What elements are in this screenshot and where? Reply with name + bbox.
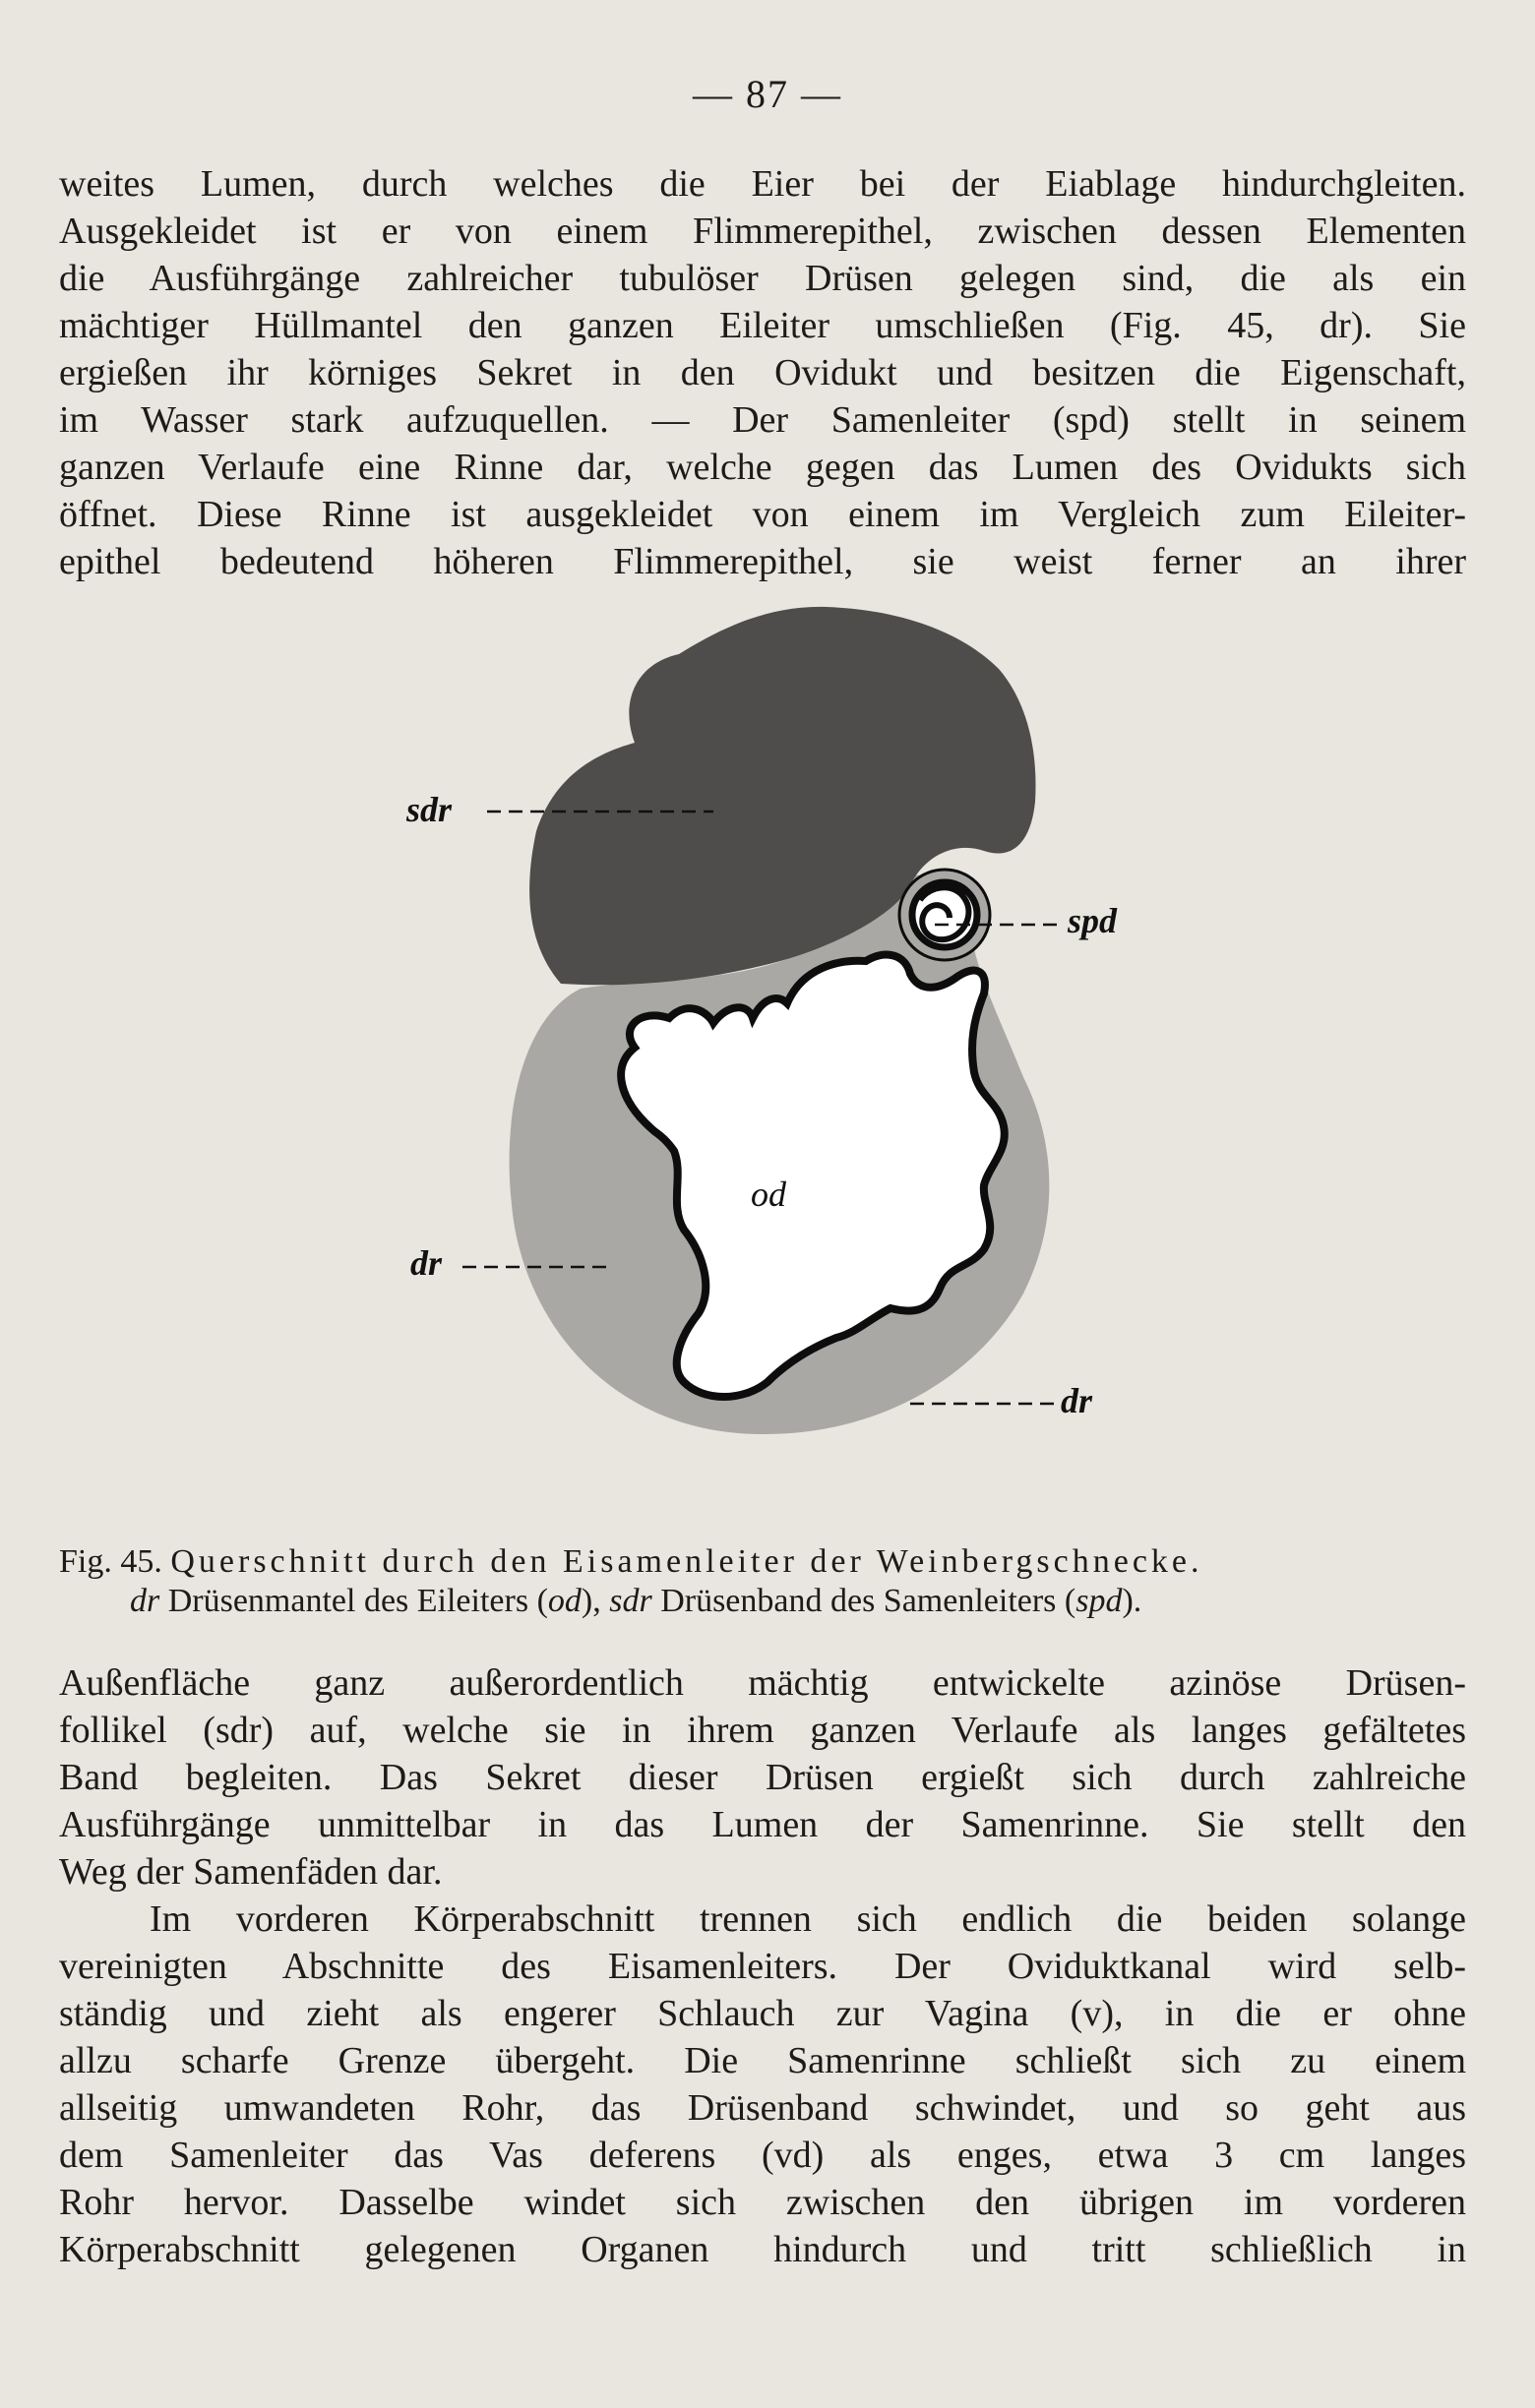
label-od: od — [751, 1174, 786, 1214]
text-line: Im vorderen Körperabschnitt trennen sich endlich die beiden solange — [150, 1898, 1466, 1940]
caption-abbr: spd — [1075, 1583, 1123, 1619]
caption-text: Drüsenmantel des Eileiters ( — [159, 1583, 548, 1619]
label-dr-left: dr — [410, 1243, 443, 1283]
text-line: mächtiger Hüllmantel den ganzen Eileiter umschließen (Fig. 45, dr). Sie — [59, 305, 1466, 346]
caption-text: Drüsenband des Samenleiters ( — [651, 1583, 1076, 1619]
text-line: Band begleiten. Das Sekret dieser Drüsen ergießt sich durch zahlreiche — [59, 1757, 1466, 1798]
caption-fig-id: Fig. 45. — [59, 1543, 162, 1580]
text-line: dem Samenleiter das Vas deferens (vd) als enges, etwa 3 cm langes — [59, 2135, 1466, 2176]
caption-text: ), — [581, 1583, 610, 1619]
caption-abbr: sdr — [609, 1583, 652, 1619]
text-line: ganzen Verlaufe eine Rinne dar, welche gegen das Lumen des Ovidukts sich — [59, 447, 1466, 488]
text-line: Weg der Samenfäden dar. — [59, 1851, 443, 1893]
top-paragraph — [59, 160, 1466, 585]
caption-abbr: dr — [130, 1583, 160, 1619]
text-line: Körperabschnitt gelegenen Organen hindurch und tritt schließlich in — [59, 2229, 1466, 2270]
text-line: allzu scharfe Grenze übergeht. Die Samenrinne schließt sich zu einem — [59, 2040, 1466, 2081]
caption-abbr: od — [547, 1583, 582, 1619]
text-line: Außenfläche ganz außerordentlich mächtig entwickelte azinöse Drüsen- — [59, 1662, 1466, 1704]
text-line: Rohr hervor. Dasselbe windet sich zwischen den übrigen im vorderen — [59, 2182, 1466, 2223]
text-line: follikel (sdr) auf, welche sie in ihrem ganzen Verlaufe als langes gefältetes — [59, 1710, 1466, 1751]
bottom-paragraph — [59, 1659, 1466, 2273]
caption-title: Querschnitt durch den Eisamenleiter der Weinbergschnecke. — [170, 1543, 1203, 1580]
text-line: epithel bedeutend höheren Flimmerepithel, sie weist ferner an ihrer — [59, 541, 1466, 582]
text-line: Ausführgänge unmittelbar in das Lumen der Samenrinne. Sie stellt den — [59, 1804, 1466, 1845]
text-line: allseitig umwandeten Rohr, das Drüsenband schwindet, und so geht aus — [59, 2087, 1466, 2129]
text-line: im Wasser stark aufzuquellen. — Der Samenleiter (spd) stellt in seinem — [59, 399, 1466, 441]
label-sdr: sdr — [406, 790, 453, 829]
page-number: — 87 — — [693, 72, 842, 116]
figure-45 — [374, 605, 1161, 1535]
text-line: vereinigten Abschnitte des Eisamenleiters. Der Oviduktkanal wird selb- — [59, 1946, 1466, 1987]
text-line: öffnet. Diese Rinne ist ausgekleidet von einem im Vergleich zum Eileiter- — [59, 494, 1466, 535]
caption-line-2 — [59, 1582, 1466, 1621]
label-spd: spd — [1068, 901, 1118, 940]
figure-caption — [59, 1542, 1466, 1621]
caption-text: ). — [1122, 1583, 1142, 1619]
text-line: ergießen ihr körniges Sekret in den Ovidukt und besitzen die Eigenschaft, — [59, 352, 1466, 393]
text-line: weites Lumen, durch welches die Eier bei der Eiablage hindurchgleiten. — [59, 163, 1466, 205]
caption-line-1 — [59, 1542, 1466, 1582]
text-line: Ausgekleidet ist er von einem Flimmerepithel, zwischen dessen Elementen — [59, 211, 1466, 252]
text-line: ständig und zieht als engerer Schlauch zur Vagina (v), in die er ohne — [59, 1993, 1466, 2034]
cross-section-illustration — [374, 605, 1161, 1535]
label-dr-right: dr — [1061, 1381, 1093, 1420]
text-line: die Ausführgänge zahlreicher tubulöser Drüsen gelegen sind, die als ein — [59, 258, 1466, 299]
